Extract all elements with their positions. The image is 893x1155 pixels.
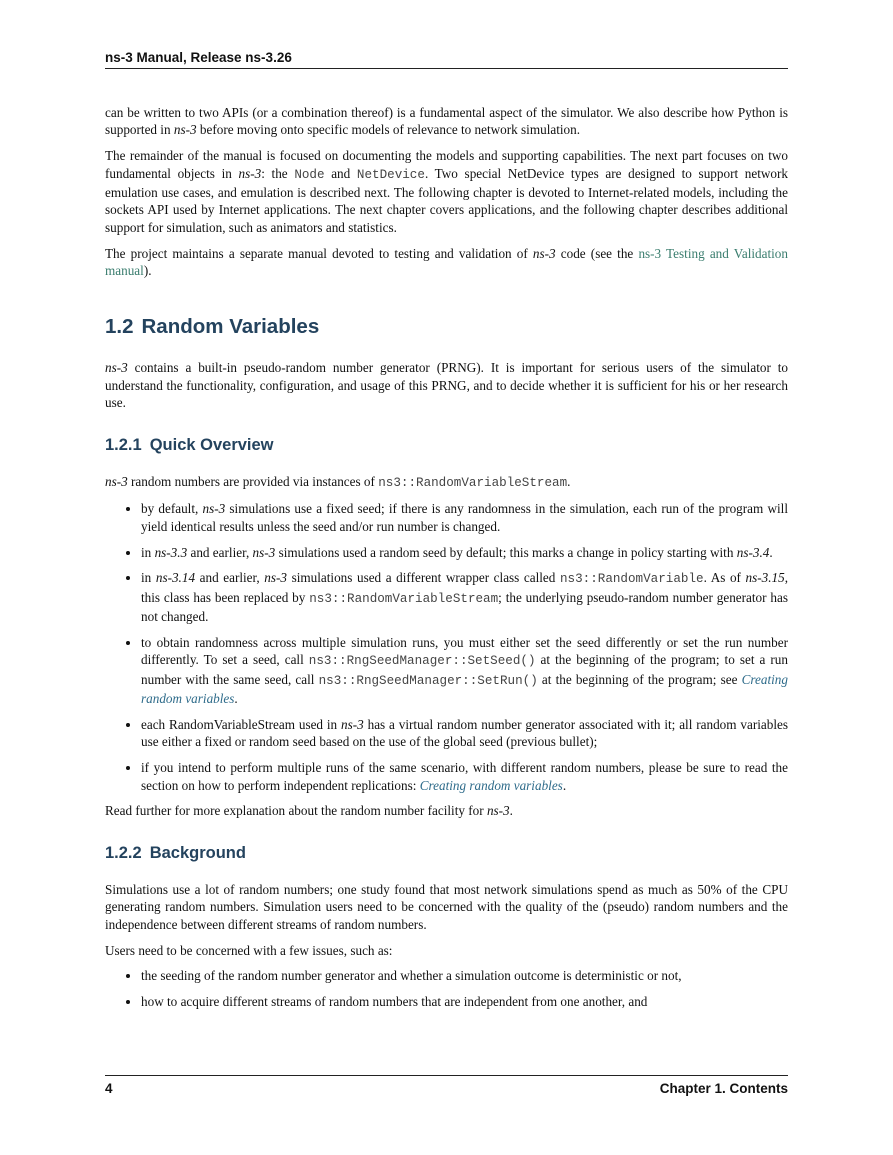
overview-paragraph-2: Read further for more explanation about the random number facility for ns-3. xyxy=(105,803,513,819)
background-bullet-list xyxy=(105,967,788,1010)
section-heading-1-2-1: 1.2.1 Quick Overview xyxy=(105,435,274,454)
testing-manual-link[interactable]: ns-3 Testing and Validation manual xyxy=(105,245,788,279)
intro-paragraph-2: The remainder of the manual is focused on documenting the models and supporting capabilities. The next part focuses on two fundamental objects in ns-3: the Node and NetDevice. Two special NetDevice types are designed to support network emulation use cases, and emulation is described next. The following chapter is devoted to Internet-related models, including the sockets API used by Internet applications. The next chapter covers applications, and the following chapter describes additional support for simulation, such as animators and statistics. xyxy=(105,148,788,235)
list-item: • each RandomVariableStream used in ns-3 has a virtual random number generator associated with it; all random variables use either a fixed or random seed based on the use of the global seed (previous bullet); xyxy=(141,716,788,751)
creating-random-variables-link[interactable]: Creating random variables xyxy=(419,777,563,793)
background-paragraph-1: Simulations use a lot of random numbers; one study found that most network simulations spend as much as 50% of the CPU generating random numbers. Simulation users need to be concerned with the quality of the (pseudo) random numbers and the independence between different streams of random numbers. xyxy=(105,881,788,932)
section-1-2-paragraph: ns-3 contains a built-in pseudo-random number generator (PRNG). It is important for serious users of the simulator to understand the functionality, configuration, and usage of this PRNG, and to decide whether it is sufficient for his or her research use. xyxy=(105,360,788,411)
section-heading-1-2: 1.2 Random Variables xyxy=(105,315,320,339)
running-footer xyxy=(105,1075,788,1097)
header-title: ns-3 Manual, Release ns-3.26 xyxy=(105,50,292,65)
creating-random-variables-link[interactable]: Creating random variables xyxy=(141,671,788,707)
list-item: • in ns-3.3 and earlier, ns-3 simulations used a random seed by default; this marks a change in policy starting with ns-3.4. xyxy=(141,544,788,561)
overview-bullet-list xyxy=(105,500,788,794)
code-netdevice: NetDevice xyxy=(356,167,425,182)
list-item: • to obtain randomness across multiple simulation runs, you must either set the seed differently or set the run number differently. To set a seed, call ns3::RngSeedManager::SetSeed() at the beginning of the program; to set a run number with the same seed, call ns3::RngSeedManager::SetRun() at the beginning of the program; see Creating random variables. xyxy=(141,634,788,708)
list-item: • if you intend to perform multiple runs of the same scenario, with different random numbers, please be sure to read the section on how to perform independent replications: Creating random variables. xyxy=(141,759,788,794)
page-body xyxy=(105,104,788,1019)
code-node: Node xyxy=(294,167,325,182)
intro-paragraph-1: can be written to two APIs (or a combination thereof) is a fundamental aspect of the simulator. We also describe how Python is supported in ns-3 before moving onto specific models of relevance to network simulation. xyxy=(105,105,788,138)
chapter-label: Chapter 1. Contents xyxy=(659,1081,788,1096)
intro-paragraph-3: The project maintains a separate manual devoted to testing and validation of ns-3 code (see the ns-3 Testing and Validation manual). xyxy=(105,245,788,279)
background-paragraph-2: Users need to be concerned with a few issues, such as: xyxy=(105,942,393,958)
running-header xyxy=(105,49,788,69)
list-item: • the seeding of the random number generator and whether a simulation outcome is deterministic or not, xyxy=(141,967,788,984)
code-randomvariablestream: ns3::RandomVariableStream xyxy=(378,475,568,490)
section-heading-1-2-2: 1.2.2 Background xyxy=(105,843,246,862)
list-item: • how to acquire different streams of random numbers that are independent from one another, and xyxy=(141,993,788,1010)
list-item: • by default, ns-3 simulations use a fixed seed; if there is any randomness in the simulation, each run of the program will yield identical results unless the seed and/or run number is changed. xyxy=(141,500,788,535)
list-item: • in ns-3.14 and earlier, ns-3 simulations used a different wrapper class called ns3::RandomVariable. As of ns-3.15, this class has been replaced by ns3::RandomVariableStream; the underlying pseudo-random number generator has not changed. xyxy=(141,569,788,625)
overview-paragraph-1: ns-3 random numbers are provided via instances of ns3::RandomVariableStream. xyxy=(105,473,571,490)
page-number: 4 xyxy=(105,1081,113,1096)
